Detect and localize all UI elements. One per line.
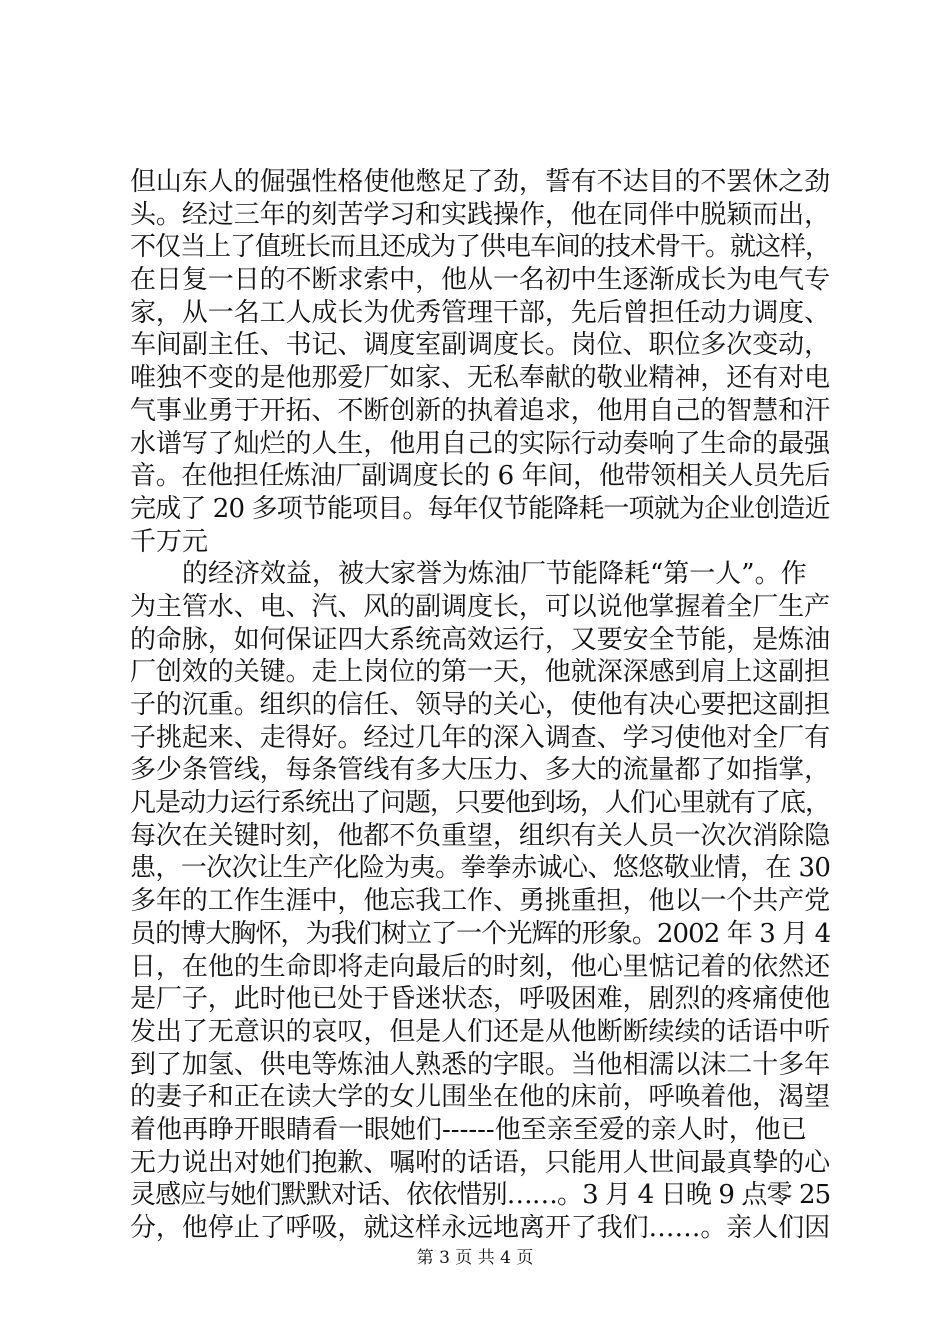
page-footer <box>0 1243 950 1268</box>
body-text <box>130 166 830 1245</box>
text-line: 厂创效的关键。走上岗位的第一天，他就深深感到肩上这副担 <box>130 657 831 688</box>
text-line: 凡是动力运行系统出了问题，只要他到场，人们心里就有了底， <box>130 788 831 819</box>
text-line: 是厂子，此时他已处于昏迷状态，呼吸困难，剧烈的疼痛使他 <box>130 984 831 1015</box>
text-line: 的经济效益，被大家誉为炼油厂节能降耗“第一人”。作 <box>182 559 807 590</box>
text-line: 的妻子和正在读大学的女儿围坐在他的床前，呼唤着他，渴望 <box>130 1082 831 1113</box>
text-line: 员的博大胸怀，为我们树立了一个光辉的形象。2002 年 3 月 4 <box>130 918 831 949</box>
text-line: 音。在他担任炼油厂副调度长的 6 年间，他带领相关人员先后 <box>130 461 831 492</box>
text-line: 日，在他的生命即将走向最后的时刻，他心里惦记着的依然还 <box>130 951 831 982</box>
text-line: 每次在关键时刻，他都不负重望，组织有关人员一次次消除隐 <box>130 820 831 851</box>
text-line: 千万元 <box>130 526 209 557</box>
text-line: 患，一次次让生产化险为夷。拳拳赤诚心、悠悠敬业情，在 30 <box>130 853 831 884</box>
text-line: 完成了 20 多项节能项目。每年仅节能降耗一项就为企业创造近 <box>130 493 830 524</box>
text-line: 水谱写了灿烂的人生，他用自己的实际行动奏响了生命的最强 <box>130 428 831 459</box>
text-line: 发出了无意识的哀叹，但是人们还是从他断断续续的话语中听 <box>130 1016 831 1047</box>
text-line: 子挑起来、走得好。经过几年的深入调查、学习使他对全厂有 <box>130 722 831 753</box>
text-line: 唯独不变的是他那爱厂如家、无私奉献的敬业精神，还有对电 <box>130 363 831 394</box>
text-line: 但山东人的倔强性格使他憋足了劲，誓有不达目的不罢休之劲 <box>130 167 831 197</box>
text-line: 的命脉，如何保证四大系统高效运行，又要安全节能，是炼油 <box>130 624 831 655</box>
text-line: 子的沉重。组织的信任、领导的关心，使他有决心要把这副担 <box>130 690 831 720</box>
text-line: 家，从一名工人成长为优秀管理干部，先后曾担任动力调度、 <box>130 297 831 328</box>
text-line: 为主管水、电、汽、风的副调度长，可以说他掌握着全厂生产 <box>130 591 831 622</box>
text-line: 多少条管线，每条管线有多大压力、多大的流量都了如指掌， <box>130 755 831 786</box>
text-line: 无力说出对她们抱歉、嘱咐的话语，只能用人世间最真挚的心 <box>130 1147 831 1178</box>
text-line: 气事业勇于开拓、不断创新的执着追求，他用自己的智慧和汗 <box>130 395 831 426</box>
text-line: 头。经过三年的刻苦学习和实践操作，他在同伴中脱颖而出， <box>130 199 831 230</box>
page-number: 第 3 页 共 4 页 <box>416 1248 534 1268</box>
text-line: 分，他停止了呼吸，就这样永远地离开了我们……。亲人们因 <box>130 1213 831 1243</box>
text-line: 不仅当上了值班长而且还成为了供电车间的技术骨干。就这样， <box>130 232 831 263</box>
text-line: 灵感应与她们默默对话、依依惜别……。3 月 4 日晚 9 点零 25 <box>130 1180 831 1211</box>
text-line: 车间副主任、书记、调度室副调度长。岗位、职位多次变动， <box>130 330 831 361</box>
text-line: 多年的工作生涯中，他忘我工作、勇挑重担，他以一个共产党 <box>130 886 831 917</box>
text-line: 到了加氢、供电等炼油人熟悉的字眼。当他相濡以沫二十多年 <box>130 1049 831 1080</box>
text-line: 着他再睁开眼睛看一眼她们------他至亲至爱的亲人时，他已 <box>130 1114 807 1145</box>
text-line: 在日复一日的不断求索中，他从一名初中生逐渐成长为电气专 <box>130 265 831 296</box>
